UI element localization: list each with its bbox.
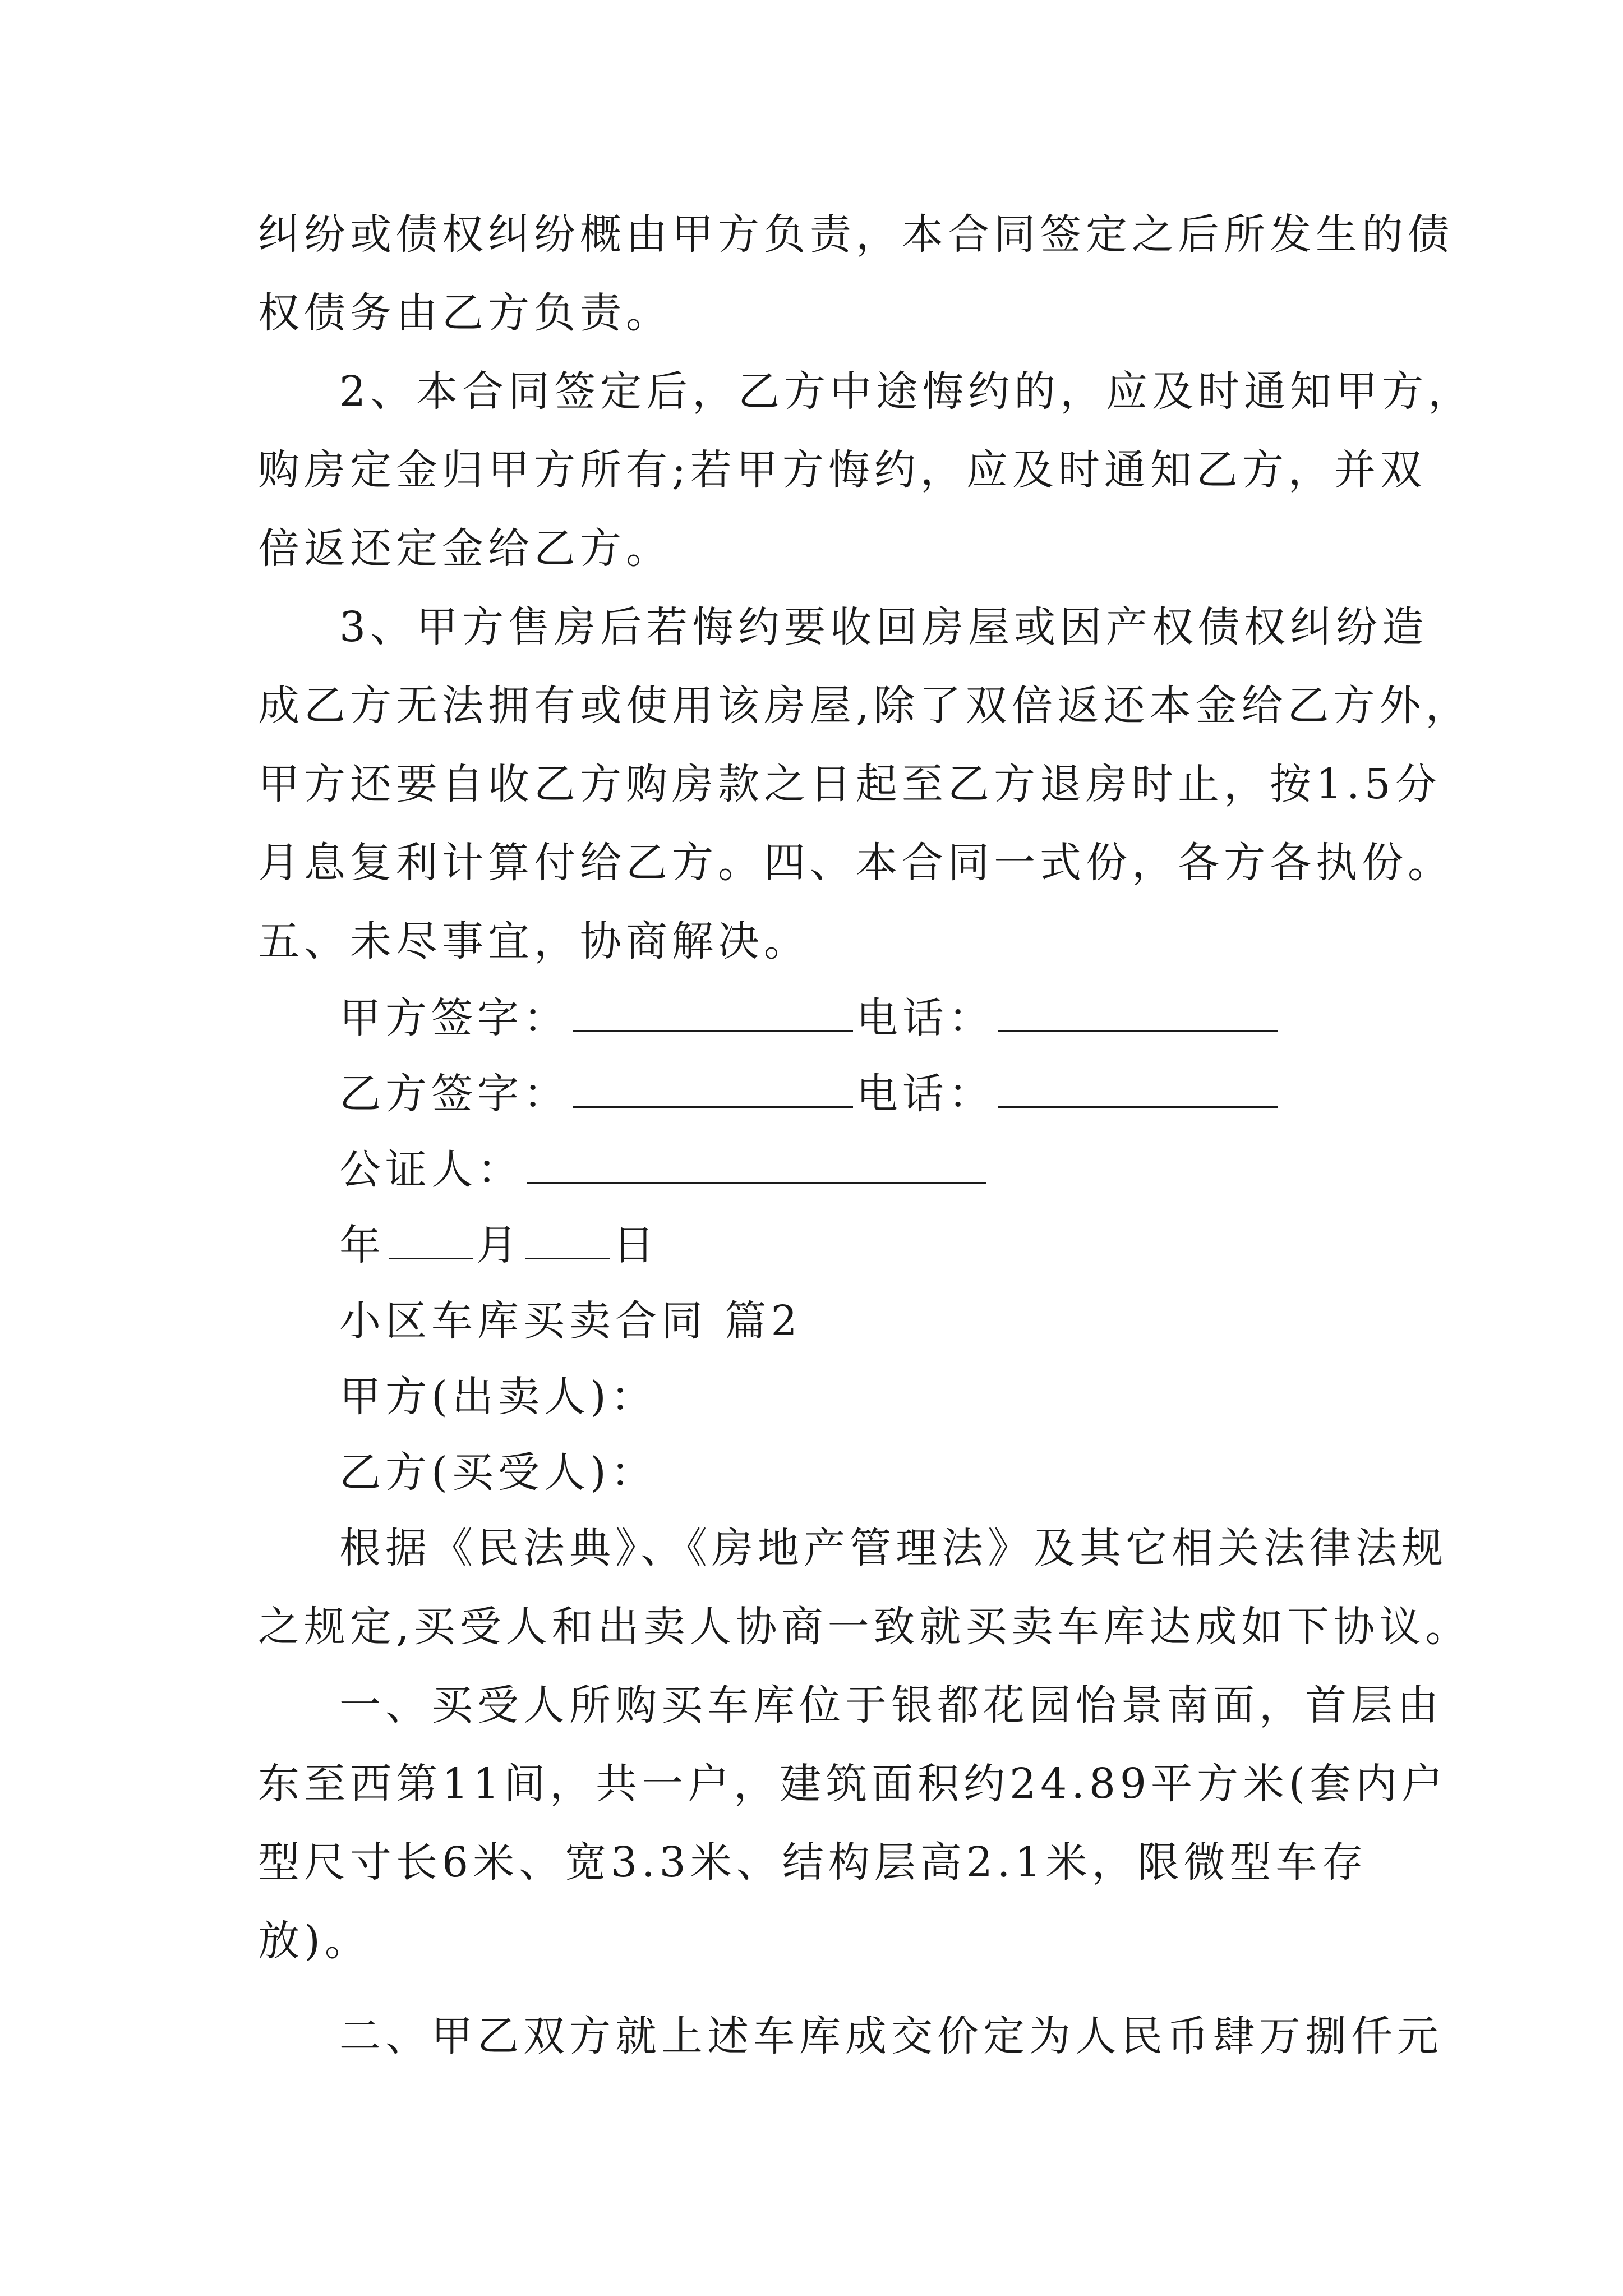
seller-line: 甲方(出卖人)： — [339, 1373, 657, 1421]
party-a-signature-row — [339, 990, 1539, 1046]
day-label: 日 — [613, 1221, 659, 1269]
notary-row — [339, 1142, 1539, 1198]
article-2-start: 二、甲乙双方就上述车库成交价定为人民币肆万捌仟元 — [339, 2012, 1443, 2060]
body-text-line: 型尺寸长6米、宽3.3米、结构层高2.1米，限微型车存 — [258, 1838, 1368, 1887]
body-text-line: 甲方还要自收乙方购房款之日起至乙方退房时止，按1.5分 — [258, 760, 1441, 808]
party-a-signature-blank — [573, 991, 853, 1032]
body-text-line: 五、未尽事宜，协商解决。 — [258, 917, 810, 965]
body-text-line: 月息复利计算付给乙方。四、本合同一式份，各方各执份。 — [258, 839, 1454, 887]
body-text-line: 倍返还定金给乙方。 — [258, 524, 672, 573]
party-b-signature-blank — [573, 1067, 853, 1108]
body-text-line: 纠纷或债权纠纷概由甲方负责，本合同签定之后所发生的债 — [258, 210, 1454, 259]
contract-2-title: 小区车库买卖合同 篇2 — [339, 1297, 802, 1345]
party-b-signature-label: 乙方签字： — [339, 1070, 569, 1118]
article-1-start: 一、买受人所购买车库位于银都花园怡景南面，首层由 — [339, 1681, 1443, 1729]
body-text-line: 购房定金归甲方所有;若甲方悔约，应及时通知乙方，并双 — [258, 446, 1426, 494]
party-b-phone-blank — [998, 1067, 1278, 1108]
preamble-start: 根据《民法典》、《房地产管理法》及其它相关法律法规 — [339, 1524, 1447, 1572]
body-text-line: 东至西第11间，共一户，建筑面积约24.89平方米(套内户 — [258, 1760, 1447, 1808]
party-a-phone-label: 电话： — [856, 994, 994, 1042]
body-text-line: 放)。 — [258, 1917, 371, 1965]
month-label: 月 — [476, 1221, 522, 1269]
party-b-signature-row — [339, 1066, 1539, 1122]
date-row — [339, 1217, 1539, 1273]
day-blank — [525, 1218, 610, 1259]
body-text-line: 成乙方无法拥有或使用该房屋,除了双倍返还本金给乙方外， — [258, 682, 1472, 730]
party-a-signature-label: 甲方签字： — [339, 994, 569, 1042]
notary-blank — [527, 1143, 986, 1184]
month-blank — [389, 1218, 473, 1259]
notary-label: 公证人： — [339, 1145, 523, 1194]
party-b-phone-label: 电话： — [856, 1070, 994, 1118]
body-text-line: 权债务由乙方负责。 — [258, 289, 672, 337]
year-label: 年 — [339, 1221, 385, 1269]
buyer-line: 乙方(买受人)： — [339, 1448, 657, 1497]
body-text-line: 之规定,买受人和出卖人协商一致就买卖车库达成如下协议。 — [258, 1603, 1472, 1651]
party-a-phone-blank — [998, 991, 1278, 1032]
clause-3-start: 3、甲方售房后若悔约要收回房屋或因产权债权纠纷造 — [339, 603, 1428, 651]
clause-2-start: 2、本合同签定后，乙方中途悔约的，应及时通知甲方， — [339, 367, 1474, 416]
